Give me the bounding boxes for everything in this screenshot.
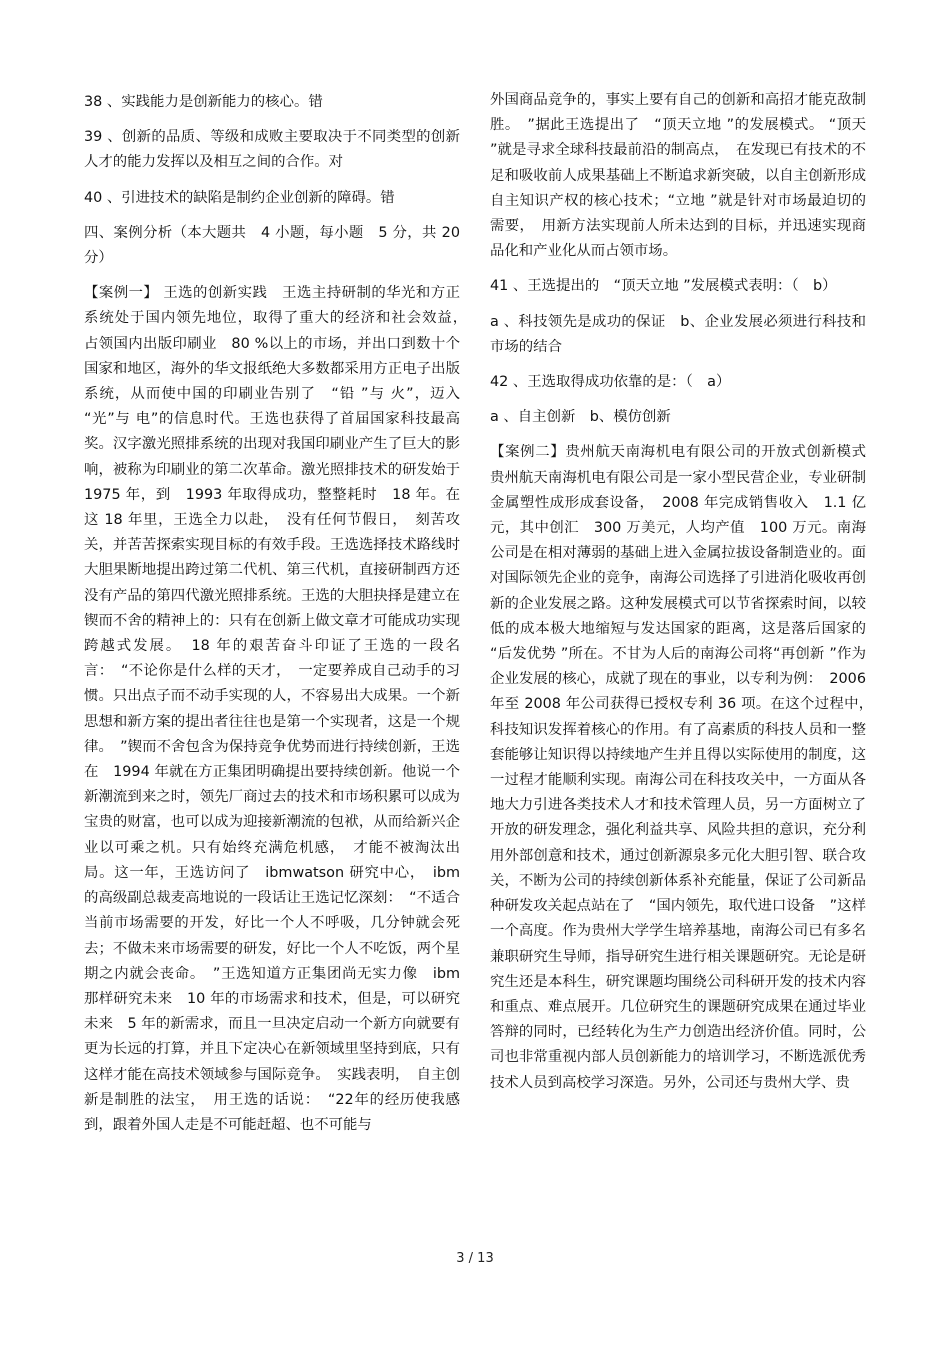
case-one-continued: 外国商品竞争的，事实上要有自己的创新和高招才能克敌制胜。 ”据此王选提出了 “顶天立地 ”的发展模式。 “顶天 ”就是寻求全球科技最前沿的制高点， 在发现已有技术的不足和吸收前人成果基础上不断追求新突破，以自主创新形成自主知识产权的核心技术；“立地 ”就是针对市场最迫切的需要， 用新方法实现前人所未达到的目标，并迅速实现商品化和产业化从而占领市场。 <box>490 92 866 260</box>
page-number: 3 / 13 <box>456 1251 494 1266</box>
section-heading-case-analysis: 四、案例分析（本大题共 4 小题，每小题 5 分，共 20 分） <box>84 224 460 267</box>
question-41: 41 、王选提出的 “顶天立地 ”发展模式表明：（ b） <box>490 278 837 295</box>
question-41-options: a 、科技领先是成功的保证 b、企业发展必须进行科技和市场的结合 <box>490 313 866 355</box>
question-42: 42 、王选取得成功依靠的是：（ a） <box>490 374 731 391</box>
item-38: 38 、实践能力是创新能力的核心。错 <box>84 94 323 110</box>
item-39: 39 、创新的品质、等级和成败主要取决于不同类型的创新人才的能力发挥以及相互之间的合作。对 <box>84 129 460 171</box>
right-column <box>490 90 881 1106</box>
question-42-options: a 、自主创新 b、模仿创新 <box>490 409 671 426</box>
left-column <box>84 90 475 1148</box>
item-40: 40 、引进技术的缺陷是制约企业创新的障碍。错 <box>84 189 395 206</box>
case-two-text: 【案例二】贵州航天南海机电有限公司的开放式创新模式 贵州航天南海机电有限公司是一家小型民营企业，专业研制金属塑性成形成套设备， 2008 年完成销售收入 1.1 亿元，其中创汇 300 万美元，人均产值 100 万元。南海公司是在相对薄弱的基础上进入金属拉拔设备制造业的。面对国际领先企业的竞争，南海公司选择了引进消化吸收再创新的企业发展之路。这种发展模式可以节省探索时间，以较低的成本极大地缩短与发达国家的距离，这是落后国家的 “后发优势 ”所在。不甘为人后的南海公司将“再创新 ”作为企业发展的核心，成就了现在的事业，以专利为例： 2006 年至 2008 年公司获得已授权专利 36 项。在这个过程中， 科技知识发挥着核心的作用。有了高素质的科技人员和一整套能够让知识得以持续地产生并且得以实际使用的制度，这一过程才能顺利实现。南海公司在科技攻关中，一方面从各地大力引进各类技术人才和技术管理人员，另一方面树立了开放的研发理念，强化利益共享、风险共担的意识，充分利用外部创意和技术，通过创新源泉多元化大胆引智、联合攻关，不断为公司的持续创新体系补充能量，保证了公司新品种研发攻关起点站在了 “国内领先，取代进口设备 ”这样一个高度。作为贵州大学学生培养基地，南海公司已有多名兼职研究生导师，指导研究生进行相关课题研究。无论是研究生还是本科生，研究课题均围绕公司科研开发的技术内容和重点、难点展开。几位研究生的课题研究成果在通过毕业答辩的同时，已经转化为生产力创造出经济价值。同时，公司也非常重视内部人员创新能力的培训学习，不断选派优秀技术人员到高校学习深造。另外，公司还与贵州大学、贵 <box>490 444 881 1091</box>
case-one-text: 【案例一】 王选的创新实践 王选主持研制的华光和方正系统处于国内领先地位，取得了重大的经济和社会效益， 占领国内出版印刷业 80 %以上的市场，并出口到数十个国家和地区，海外的华文报纸绝大多数都采用方正电子出版系统，从而使中国的印刷业告别了 “铅 ”与 火”，迈入 “光”与 电”的信息时代。王选也获得了首届国家科技最高奖。汉字激光照排系统的出现对我国印刷业产生了巨大的影响，被称为印刷业的第二次革命。激光照排技术的研发始于1975 年，到 1993 年取得成功，整整耗时 18 年。在这 18 年里，王选全力以赴， 没有任何节假日， 刻苦攻关，并苦苦探索实现目标的有效手段。王选选择技术路线时大胆果断地提出跨过第二代机、第三代机，直接研制西方还没有产品的第四代激光照排系统。王选的大胆抉择是建立在锲而不舍的精神上的：只有在创新上做文章才可能成功实现跨越式发展。 18 年的艰苦奋斗印证了王选的一段名言： “不论你是什么样的天才， 一定要养成自己动手的习惯。只出点子而不动手实现的人，不容易出大成果。一个新思想和新方案的提出者往往也是第一个实现者，这是一个规律。 ”锲而不舍包含为保持竞争优势而进行持续创新，王选在 1994 年就在方正集团明确提出要持续创新。他说一个新潮流到来之时，领先厂商过去的技术和市场积累可以成为宝贵的财富，也可以成为迎接新潮流的包袱，从而给新兴企业以可乘之机。只有始终充满危机感， 才能不被淘汰出局。这一年，王选访问了 ibmwatson 研究中心， ibm 的高级副总裁麦高地说的一段话让王选记忆深刻： “不适合当前市场需要的开发，好比一个人不呼吸，几分钟就会死去；不做未来市场需要的研发，好比一个人不吃饭，两个星期之内就会丧命。 ”王选知道方正集团尚无实力像 ibm 那样研究未来 10 年的市场需求和技术，但是，可以研究未来 5 年的新需求，而且一旦决定启动一个新方向就要有更为长远的打算，并且下定决心在新领域里坚持到底，只有这样才能在高技术领域参与国际竞争。 实践表明， 自主创新是制胜的法宝， 用王选的话说： “22年的经历使我感到，跟着外国人走是不可能赶超、也不可能与 <box>84 285 475 1133</box>
